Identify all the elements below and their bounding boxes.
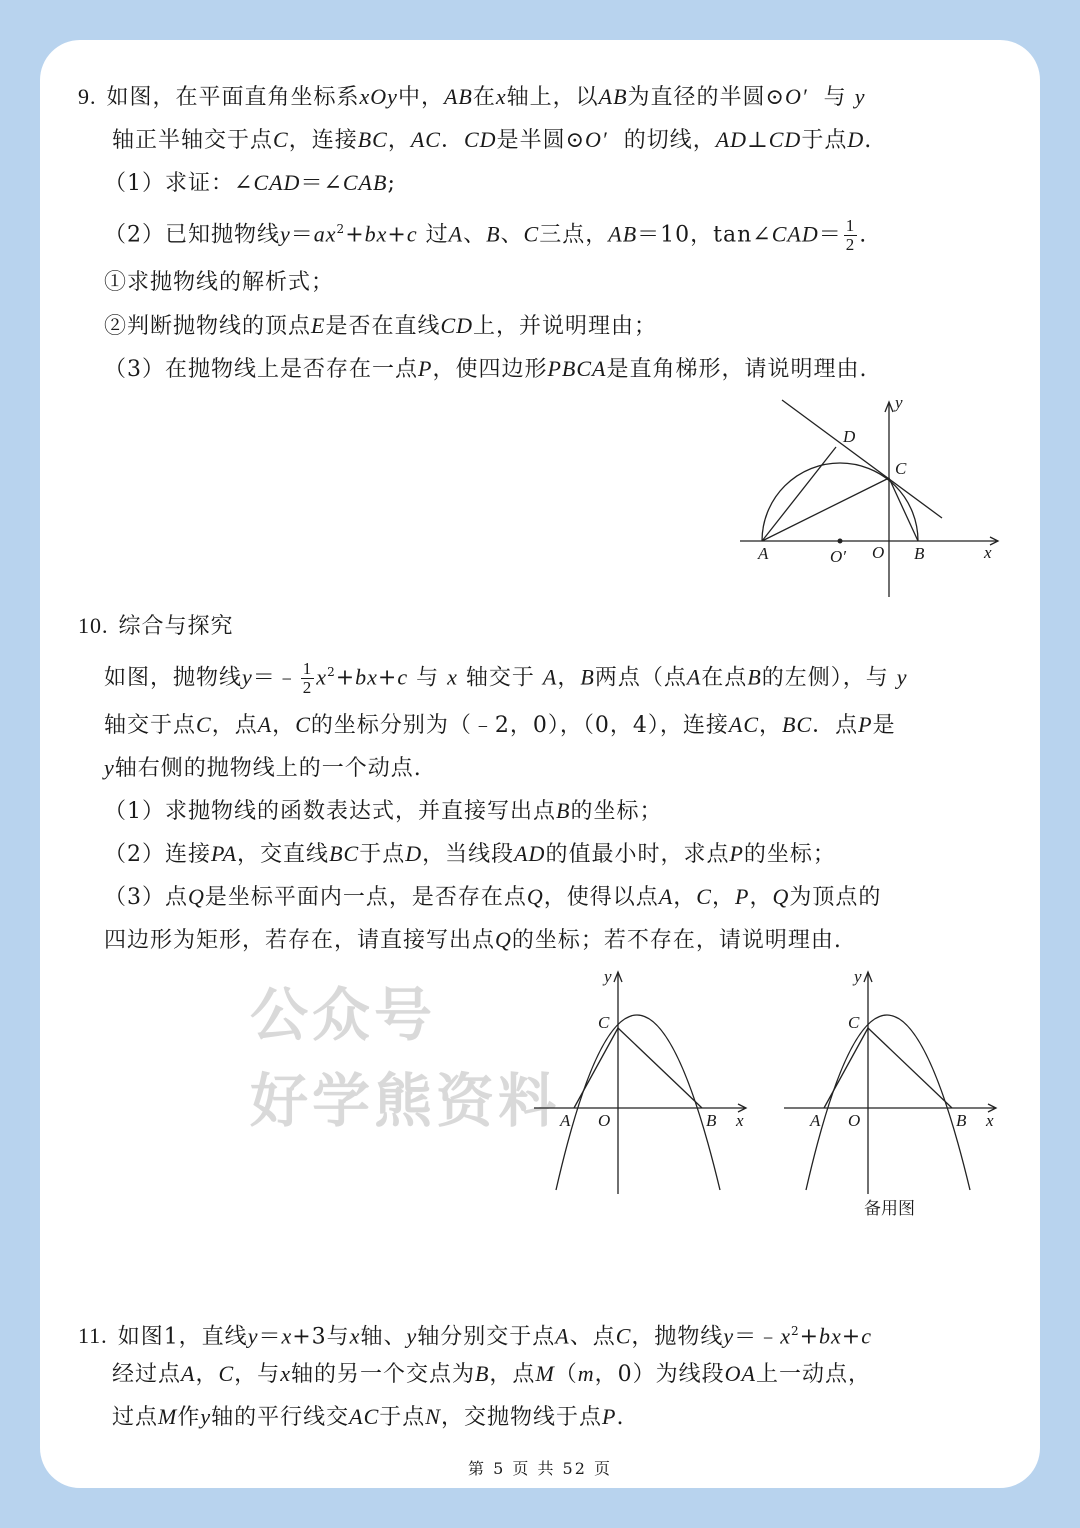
q9-line-5 <box>104 268 334 298</box>
q9-text: 于点 <box>801 128 848 153</box>
q9-text: ①求抛物线的解析式； <box>104 270 335 295</box>
label-y: y <box>854 967 862 986</box>
q9-math: bx <box>364 221 388 247</box>
q11-text: ＝﹣ <box>734 1324 781 1350</box>
q10-text: ＝﹣ <box>252 665 299 691</box>
segment-ac <box>574 1028 618 1108</box>
q9-text: 三点， <box>539 222 609 248</box>
q10-math: Q <box>526 884 544 909</box>
label-b: B <box>914 544 925 563</box>
q9-text: ＝10，tan∠ <box>637 222 772 248</box>
q10-text: 四边形为矩形，若存在，请直接写出点 <box>104 928 496 953</box>
q11-math: M <box>158 1404 178 1429</box>
q11-math: y <box>723 1323 735 1349</box>
center-point <box>838 539 843 544</box>
q11-text: 于点 <box>379 1405 426 1430</box>
q9-text: 是半圆⊙ <box>496 128 585 153</box>
label-a: A <box>560 1111 571 1130</box>
q11-math: y <box>247 1323 259 1349</box>
q9-text: ， <box>387 128 411 153</box>
q11-text: 、点 <box>569 1324 616 1350</box>
q11-text: 轴、 <box>360 1324 407 1350</box>
q10-text: （3）点 <box>104 885 188 910</box>
q9-math: O′ <box>585 127 608 152</box>
q9-figure <box>730 390 1010 600</box>
q9-text: ; <box>387 171 396 196</box>
q10-line-4 <box>104 753 422 784</box>
q9-math: BC <box>357 127 388 152</box>
q10-text: ， <box>272 713 296 738</box>
fraction <box>301 660 315 697</box>
q9-text: ，使四边形 <box>432 357 548 382</box>
label-d: D <box>843 427 856 446</box>
q9-text: + <box>345 222 365 248</box>
q10-math: P <box>734 884 750 909</box>
q9-line-4 <box>104 214 867 254</box>
q10-text: （2）连接 <box>104 842 211 867</box>
q10-text: ， <box>711 885 735 910</box>
q10-text: ， <box>557 665 581 691</box>
q11-math: 2 <box>790 1324 800 1338</box>
q10-line-5 <box>104 796 662 827</box>
segment-ad <box>762 447 836 541</box>
q11-text: （ <box>554 1362 578 1387</box>
q10-text: ，当线段 <box>422 842 515 867</box>
q10-text: 的坐标分别为（﹣2，0），（0，4），连接 <box>310 713 729 738</box>
q10-math: AC <box>728 712 759 737</box>
q9-text: 如图，在平面直角坐标系 <box>106 85 360 110</box>
tangent-line-cd <box>782 400 942 518</box>
q11-text: 如图1，直线 <box>117 1324 248 1350</box>
q9-line-1 <box>78 82 865 113</box>
fraction-denominator: 2 <box>302 677 313 697</box>
q9-text: 是直角梯形，请说明理由. <box>606 357 868 382</box>
q11-text: 经过点 <box>112 1362 182 1387</box>
q11-math: P <box>601 1404 617 1429</box>
q9-math: y <box>280 221 291 247</box>
q10-math: P <box>858 712 873 737</box>
q9-text: ． <box>440 128 464 153</box>
q11-text: + <box>841 1324 862 1350</box>
q11-math: N <box>425 1404 441 1429</box>
q11-math: B <box>474 1361 490 1386</box>
q9-text: ＝ <box>818 222 842 248</box>
q9-line-7 <box>104 354 867 385</box>
q10-math: x <box>447 664 458 690</box>
q10-title: 综合与探究 <box>118 614 234 639</box>
q10-text: ，点 <box>211 713 258 738</box>
q9-math: P <box>418 356 433 381</box>
segment-bc <box>618 1028 702 1108</box>
q9-text: 在 <box>472 85 496 110</box>
q10-line-1 <box>78 611 234 642</box>
q10-math: C <box>295 712 311 737</box>
q10-math: PA <box>211 841 238 866</box>
q11-math: x <box>349 1323 361 1349</box>
q10-math: P <box>729 841 744 866</box>
q11-math: y <box>200 1404 212 1429</box>
q10-math: Q <box>772 884 790 909</box>
q10-line-2 <box>104 657 908 697</box>
q10-text: 轴交于点 <box>104 713 197 738</box>
q11-line-1 <box>78 1316 872 1352</box>
q9-math: ax <box>313 221 337 247</box>
q11-text: 轴的平行线交 <box>211 1405 350 1430</box>
q9-text: ，连接 <box>288 128 358 153</box>
label-a: A <box>758 544 769 563</box>
q11-text: ，交抛物线于点 <box>440 1405 602 1430</box>
q11-math: C <box>615 1323 632 1349</box>
q10-text: 的坐标；若不存在，请说明理由. <box>511 928 842 953</box>
watermark-line-1: 公众号 <box>250 981 437 1049</box>
q10-math: Q <box>495 927 512 952</box>
q11-text: ，抛物线 <box>631 1324 724 1350</box>
q11-math: A <box>181 1361 196 1386</box>
q10-text: ．点 <box>812 713 859 738</box>
q10-math: A <box>658 884 674 909</box>
figure-caption: 备用图 <box>864 1199 915 1219</box>
fraction <box>844 217 858 254</box>
q10-text: 为顶点的 <box>789 885 882 910</box>
q9-math: CAD <box>771 221 819 247</box>
segment-ac <box>824 1028 868 1108</box>
q9-text: 轴上，以 <box>506 85 599 110</box>
watermark <box>250 980 560 1136</box>
q10-math: B <box>747 664 762 690</box>
q9-math: C <box>273 127 289 152</box>
q11-math: C <box>218 1361 235 1386</box>
q9-math: B <box>486 221 501 247</box>
q11-text: ， <box>195 1362 219 1387</box>
q10-math: B <box>580 664 595 690</box>
q11-text: 作 <box>177 1405 201 1430</box>
q9-text: 轴正半轴交于点 <box>112 128 274 153</box>
q10-text: ，交直线 <box>237 842 330 867</box>
q10-math: y <box>242 664 253 690</box>
q10-math: D <box>405 841 423 866</box>
label-o: O <box>872 543 885 562</box>
q9-math: D <box>847 127 865 152</box>
question-number: 11. <box>78 1323 108 1349</box>
q9-text: 、 <box>500 222 524 248</box>
fraction-numerator: 1 <box>302 658 313 678</box>
label-o: O <box>598 1111 611 1130</box>
q10-line-8 <box>104 925 842 956</box>
q10-text: 在点 <box>701 665 748 691</box>
q10-math: c <box>397 664 409 690</box>
q11-text: ，与 <box>234 1362 281 1387</box>
label-c: C <box>895 459 907 478</box>
q10-math: A <box>257 712 273 737</box>
q9-text: 、 <box>463 222 487 248</box>
q9-text: 是否在直线 <box>325 314 441 339</box>
q9-math: AD <box>715 127 748 152</box>
q11-math: x <box>780 1323 791 1349</box>
q9-math: x <box>495 84 507 109</box>
q9-math: CD <box>464 127 497 152</box>
q10-text: 与 <box>416 665 440 691</box>
q11-math: OA <box>724 1361 756 1386</box>
q9-text: ＝∠ <box>300 171 343 196</box>
q10-math: C <box>696 884 712 909</box>
q9-text: 的切线， <box>623 128 716 153</box>
q9-text: （1）求证：∠ <box>104 171 254 196</box>
q9-math: 2 <box>336 222 346 236</box>
q10-math: AD <box>514 841 546 866</box>
q10-math: Q <box>188 884 205 909</box>
q11-math: A <box>555 1323 570 1349</box>
q9-math: AB <box>608 221 638 247</box>
q9-math: A <box>448 221 464 247</box>
label-b: B <box>706 1111 717 1130</box>
document-page <box>40 40 1040 1488</box>
q9-math: C <box>523 221 540 247</box>
q9-text: . <box>859 222 868 248</box>
q11-math: AC <box>349 1404 380 1429</box>
q11-text: ，0）为线段 <box>594 1362 725 1387</box>
q11-text: 上一动点， <box>756 1362 872 1387</box>
q10-text: 是 <box>872 713 896 738</box>
q11-line-3 <box>112 1402 624 1433</box>
q11-math: y <box>406 1323 418 1349</box>
q11-math: x <box>280 1361 291 1386</box>
q9-text: （2）已知抛物线 <box>104 222 280 248</box>
q9-text: （3）在抛物线上是否存在一点 <box>104 357 418 382</box>
q10-text: （1）求抛物线的函数表达式，并直接写出点 <box>104 799 556 824</box>
q10-text: 如图，抛物线 <box>104 665 243 691</box>
q9-text: 为直径的半圆⊙ <box>627 85 785 110</box>
q10-math: 2 <box>327 665 336 679</box>
segment-bc <box>868 1028 952 1108</box>
q9-text: . <box>864 128 873 153</box>
q10-math: y <box>896 664 908 690</box>
q9-text: 与 <box>823 85 847 110</box>
q11-math: c <box>861 1323 872 1349</box>
watermark-line-2: 好学熊资料 <box>250 1067 561 1135</box>
q10-text: 的坐标； <box>743 842 836 867</box>
q9-math: CD <box>768 127 802 152</box>
label-y: y <box>895 393 903 412</box>
q10-line-7 <box>104 882 881 913</box>
q11-math: M <box>535 1361 555 1386</box>
q9-math: CAD <box>253 170 301 195</box>
q10-text: 两点（点 <box>594 665 687 691</box>
q10-text: 轴右侧的抛物线上的一个动点. <box>114 756 422 781</box>
q10-text: 的坐标； <box>570 799 663 824</box>
q10-text: + <box>377 665 398 691</box>
q10-text: 于点 <box>359 842 406 867</box>
q10-math: BC <box>782 712 813 737</box>
q9-math: CD <box>440 313 474 338</box>
q11-text: ＝ <box>258 1324 282 1350</box>
q10-text: ， <box>759 713 783 738</box>
q11-math: x <box>281 1323 293 1349</box>
q9-text: 上，并说明理由； <box>473 314 658 339</box>
q9-text: ⊥ <box>747 128 769 153</box>
q9-line-2 <box>112 125 872 156</box>
label-x: x <box>736 1111 744 1130</box>
q10-line-6 <box>104 839 836 870</box>
q10-text: ， <box>673 885 697 910</box>
q10-text: + <box>335 665 356 691</box>
q11-math: bx <box>819 1323 842 1349</box>
q9-math: y <box>854 84 866 109</box>
q10-figure-main <box>530 960 760 1200</box>
fraction-denominator: 2 <box>845 234 856 254</box>
q10-text: ，使得以点 <box>543 885 659 910</box>
q10-text: 是坐标平面内一点，是否存在点 <box>204 885 527 910</box>
q9-math: c <box>406 221 418 247</box>
q11-line-2 <box>112 1359 871 1390</box>
q11-math: m <box>577 1361 595 1386</box>
q10-text: 轴交于 <box>465 665 535 691</box>
q10-math: C <box>196 712 212 737</box>
q9-math: AB <box>598 84 628 109</box>
q9-math: xOy <box>359 84 398 109</box>
label-x: x <box>984 543 992 562</box>
q11-text: +3与 <box>292 1324 350 1350</box>
question-number: 9. <box>78 84 97 109</box>
question-number: 10. <box>78 613 109 638</box>
q9-text: 中， <box>397 85 444 110</box>
q9-line-3 <box>104 168 396 199</box>
q9-text: ＝ <box>290 222 314 248</box>
label-c: C <box>598 1013 610 1032</box>
q10-math: x <box>316 664 328 690</box>
q9-math: AB <box>443 84 473 109</box>
label-x: x <box>986 1111 994 1130</box>
q11-text: . <box>616 1405 625 1430</box>
label-o: O <box>848 1111 861 1130</box>
fraction-numerator: 1 <box>845 215 856 235</box>
q9-math: CAB <box>342 170 388 195</box>
q9-text: + <box>387 222 407 248</box>
q10-math: A <box>542 664 558 690</box>
label-c: C <box>848 1013 860 1032</box>
label-y: y <box>604 967 612 986</box>
q9-text: ②判断抛物线的顶点 <box>104 314 312 339</box>
q9-math: AC <box>410 127 441 152</box>
q9-line-6 <box>104 311 657 342</box>
q11-text: + <box>799 1324 820 1350</box>
label-o-prime: O′ <box>830 547 846 566</box>
q10-line-3 <box>104 710 896 741</box>
q10-math: A <box>686 664 702 690</box>
q9-math: PBCA <box>547 356 607 381</box>
q10-math: BC <box>329 841 360 866</box>
q11-text: 轴的另一个交点为 <box>290 1362 475 1387</box>
q10-math: y <box>104 755 115 780</box>
q10-text: ， <box>749 885 773 910</box>
q9-math: O′ <box>784 84 808 109</box>
q9-text: 过 <box>425 222 449 248</box>
label-a: A <box>810 1111 821 1130</box>
q11-text: 过点 <box>112 1405 159 1430</box>
segment-bc <box>889 478 918 541</box>
q9-math: E <box>311 313 326 338</box>
q10-math: bx <box>355 664 378 690</box>
label-b: B <box>956 1111 967 1130</box>
page-footer: 第 5 页 共 52 页 <box>468 1459 612 1478</box>
q10-text: 的值最小时，求点 <box>545 842 730 867</box>
q11-text: ，点 <box>489 1362 536 1387</box>
q10-figure-spare <box>780 960 1010 1220</box>
segment-ac <box>762 478 889 541</box>
q11-text: 轴分别交于点 <box>417 1324 556 1350</box>
q10-math: B <box>556 798 571 823</box>
q10-text: 的左侧），与 <box>761 665 889 691</box>
